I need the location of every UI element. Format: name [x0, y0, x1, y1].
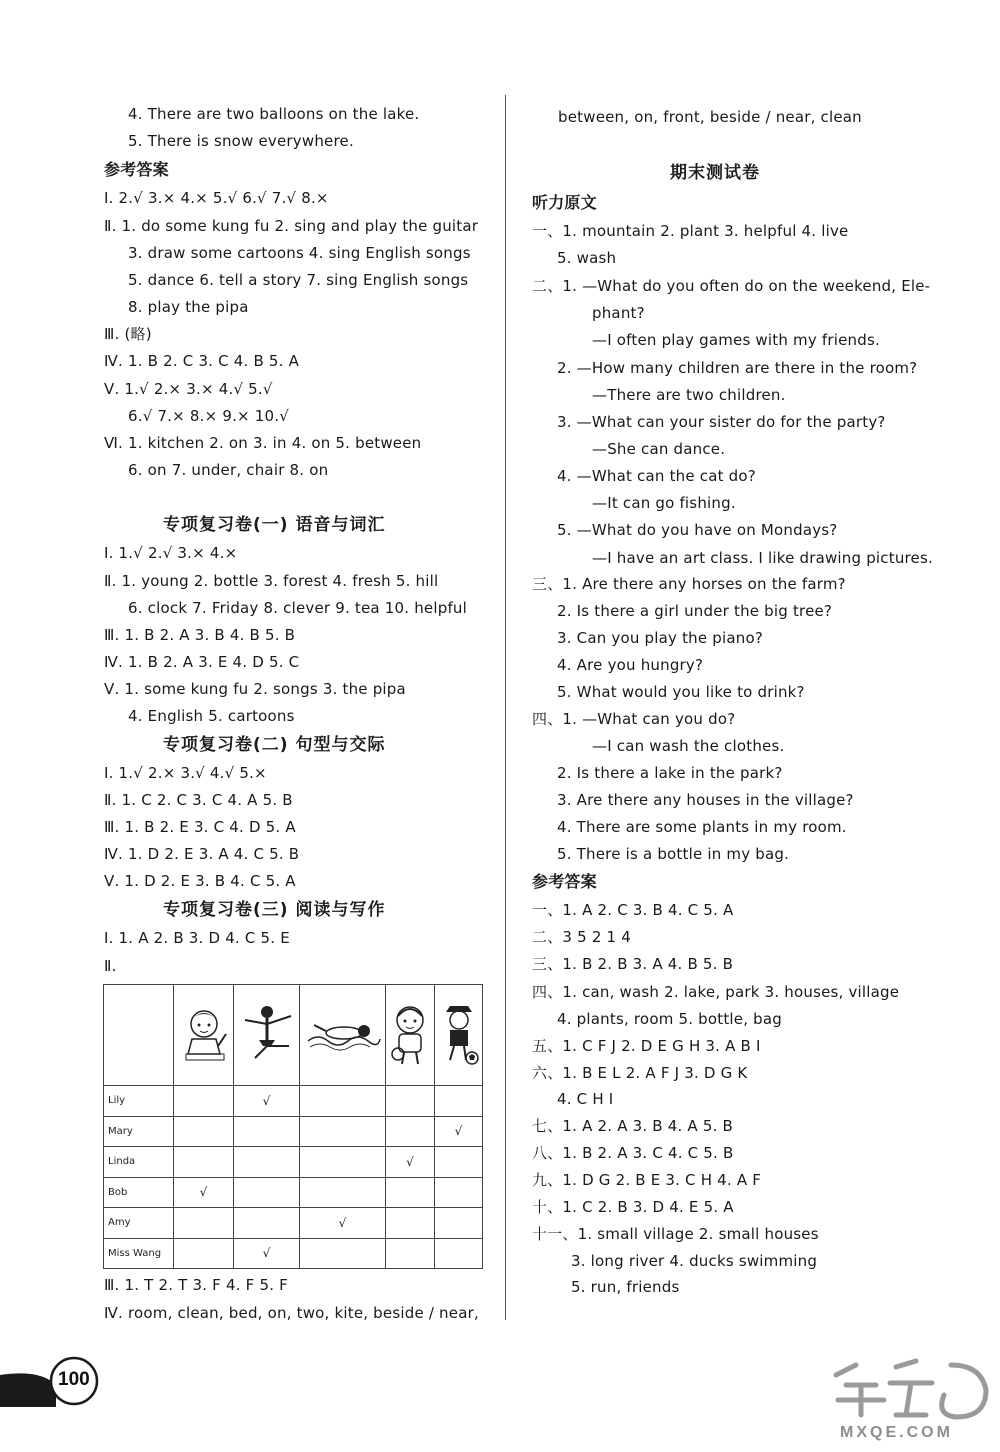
girl-dancing-icon — [234, 985, 300, 1086]
answer-line: Ⅴ. 1. some kung fu 2. songs 3. the pipa — [104, 680, 406, 698]
check-cell — [300, 1238, 386, 1269]
check-cell — [435, 1238, 483, 1269]
answers-heading: 参考答案 — [104, 160, 169, 179]
answer-line: Ⅰ. 2.√ 3.× 4.× 5.√ 6.√ 7.√ 8.× — [104, 189, 329, 207]
answer-line: 6. on 7. under, chair 8. on — [128, 461, 329, 479]
answer-line: 6.√ 7.× 8.× 9.× 10.√ — [128, 407, 289, 425]
transcript-line: 5. wash — [557, 249, 617, 267]
answer-line: 一、1. A 2. C 3. B 4. C 5. A — [532, 901, 734, 919]
boy-ball-icon — [386, 985, 435, 1086]
check-cell — [300, 1116, 386, 1147]
answer-line: 8. play the pipa — [128, 298, 249, 316]
transcript-line: —I have an art class. I like drawing pictures. — [592, 549, 933, 567]
name-cell: Linda — [104, 1147, 174, 1178]
answer-line: Ⅲ. 1. T 2. T 3. F 4. F 5. F — [104, 1276, 288, 1294]
page-number: 100 — [58, 1369, 90, 1390]
answer-line: 五、1. C F J 2. D E G H 3. A B I — [532, 1037, 761, 1055]
transcript-line: 2. —How many children are there in the room? — [557, 359, 918, 377]
name-cell: Bob — [104, 1177, 174, 1208]
swimming-icon — [300, 985, 386, 1086]
table-row — [104, 1147, 483, 1178]
transcript-line: 5. —What do you have on Mondays? — [557, 521, 838, 539]
page-number-badge — [0, 1355, 110, 1407]
name-cell: Miss Wang — [104, 1238, 174, 1269]
section-title: 专项复习卷(三) 阅读与写作 — [163, 900, 386, 920]
answer-line: 5. run, friends — [571, 1278, 680, 1296]
check-cell — [386, 1238, 435, 1269]
check-cell: √ — [174, 1177, 234, 1208]
check-cell — [435, 1208, 483, 1239]
check-cell — [386, 1208, 435, 1239]
check-cell: √ — [386, 1147, 435, 1178]
answer-line: Ⅱ. 1. C 2. C 3. C 4. A 5. B — [104, 791, 293, 809]
boy-soccer-icon — [435, 985, 483, 1086]
check-cell — [174, 1208, 234, 1239]
text-line: 5. There is snow everywhere. — [128, 132, 354, 150]
transcript-line: 4. Are you hungry? — [557, 656, 704, 674]
check-cell — [435, 1147, 483, 1178]
answer-line: Ⅴ. 1.√ 2.× 3.× 4.√ 5.√ — [104, 380, 273, 398]
transcript-line: —It can go fishing. — [592, 494, 736, 512]
table-row — [104, 1208, 483, 1239]
answer-line: 4. C H I — [557, 1090, 614, 1108]
table-row — [104, 1238, 483, 1269]
check-cell: √ — [234, 1086, 300, 1117]
answer-line: 5. dance 6. tell a story 7. sing English songs — [128, 271, 469, 289]
check-cell — [300, 1177, 386, 1208]
column-divider — [505, 95, 506, 1320]
answer-line: 四、1. can, wash 2. lake, park 3. houses, village — [532, 983, 900, 1001]
transcript-line: 5. What would you like to drink? — [557, 683, 805, 701]
section-title: 专项复习卷(一) 语音与词汇 — [163, 515, 386, 535]
answer-line: Ⅱ. — [104, 957, 117, 975]
answer-line: 二、3 5 2 1 4 — [532, 928, 631, 946]
transcript-line: 2. Is there a lake in the park? — [557, 764, 783, 782]
transcript-line: —There are two children. — [592, 386, 786, 404]
answer-line: 九、1. D G 2. B E 3. C H 4. A F — [532, 1171, 762, 1189]
check-cell — [300, 1147, 386, 1178]
answer-line: 4. plants, room 5. bottle, bag — [557, 1010, 782, 1028]
name-cell: Lily — [104, 1086, 174, 1117]
check-cell — [234, 1177, 300, 1208]
answer-line: 4. English 5. cartoons — [128, 707, 295, 725]
answer-line: Ⅰ. 1.√ 2.× 3.√ 4.√ 5.× — [104, 764, 267, 782]
transcript-line: —She can dance. — [592, 440, 726, 458]
transcript-line: 一、1. mountain 2. plant 3. helpful 4. live — [532, 222, 849, 240]
answer-line: between, on, front, beside / near, clean — [558, 108, 862, 126]
answer-line: Ⅳ. 1. D 2. E 3. A 4. C 5. B — [104, 845, 300, 863]
answer-line: Ⅳ. 1. B 2. C 3. C 4. B 5. A — [104, 352, 300, 370]
transcript-line: 三、1. Are there any horses on the farm? — [532, 575, 846, 593]
check-cell: √ — [234, 1238, 300, 1269]
answer-line: 十、1. C 2. B 3. D 4. E 5. A — [532, 1198, 734, 1216]
answer-line: Ⅰ. 1.√ 2.√ 3.× 4.× — [104, 544, 238, 562]
answer-line: Ⅴ. 1. D 2. E 3. B 4. C 5. A — [104, 872, 296, 890]
check-cell — [234, 1208, 300, 1239]
table-row — [104, 1086, 483, 1117]
answer-line: 十一、1. small village 2. small houses — [532, 1225, 819, 1243]
transcript-line: —I often play games with my friends. — [592, 331, 880, 349]
answer-line: Ⅲ. (略) — [104, 325, 152, 343]
blank-cell — [104, 985, 174, 1086]
check-cell — [234, 1147, 300, 1178]
check-cell — [300, 1086, 386, 1117]
name-cell: Amy — [104, 1208, 174, 1239]
check-cell — [386, 1177, 435, 1208]
transcript-line: phant? — [592, 304, 645, 322]
answer-line: Ⅲ. 1. B 2. E 3. C 4. D 5. A — [104, 818, 296, 836]
section-title: 专项复习卷(二) 句型与交际 — [163, 735, 386, 755]
check-cell — [174, 1147, 234, 1178]
transcript-line: 3. —What can your sister do for the party? — [557, 413, 886, 431]
transcript-line: 四、1. —What can you do? — [532, 710, 736, 728]
table-row — [104, 1116, 483, 1147]
picture-row — [104, 985, 483, 1086]
answer-line: 3. draw some cartoons 4. sing English songs — [128, 244, 471, 262]
check-cell: √ — [300, 1208, 386, 1239]
answer-table — [103, 984, 483, 1269]
answer-line: Ⅱ. 1. young 2. bottle 3. forest 4. fresh 5. hill — [104, 572, 439, 590]
answer-line: Ⅳ. 1. B 2. A 3. E 4. D 5. C — [104, 653, 300, 671]
answer-line: 八、1. B 2. A 3. C 4. C 5. B — [532, 1144, 734, 1162]
answer-line: 三、1. B 2. B 3. A 4. B 5. B — [532, 955, 734, 973]
answer-line: 七、1. A 2. A 3. B 4. A 5. B — [532, 1117, 734, 1135]
transcript-line: 3. Are there any houses in the village? — [557, 791, 854, 809]
transcript-line: 2. Is there a girl under the big tree? — [557, 602, 833, 620]
transcript-line: 4. There are some plants in my room. — [557, 818, 847, 836]
transcript-heading: 听力原文 — [532, 193, 597, 212]
girl-drawing-icon — [174, 985, 234, 1086]
answer-line: Ⅰ. 1. A 2. B 3. D 4. C 5. E — [104, 929, 290, 947]
watermark-text: MXQE.COM — [840, 1424, 953, 1441]
transcript-line: 4. —What can the cat do? — [557, 467, 756, 485]
answer-line: Ⅲ. 1. B 2. A 3. B 4. B 5. B — [104, 626, 296, 644]
answer-line: 6. clock 7. Friday 8. clever 9. tea 10. helpful — [128, 599, 467, 617]
answer-line: Ⅵ. 1. kitchen 2. on 3. in 4. on 5. between — [104, 434, 422, 452]
check-cell — [174, 1086, 234, 1117]
answer-line: Ⅳ. room, clean, bed, on, two, kite, beside / near, — [104, 1304, 479, 1322]
check-cell — [234, 1116, 300, 1147]
check-cell: √ — [435, 1116, 483, 1147]
name-cell: Mary — [104, 1116, 174, 1147]
check-cell — [174, 1116, 234, 1147]
check-cell — [435, 1086, 483, 1117]
transcript-line: —I can wash the clothes. — [592, 737, 785, 755]
check-cell — [174, 1238, 234, 1269]
answer-line: 3. long river 4. ducks swimming — [571, 1252, 818, 1270]
table-row — [104, 1177, 483, 1208]
answer-line: 六、1. B E L 2. A F J 3. D G K — [532, 1064, 748, 1082]
section-title: 期末测试卷 — [670, 163, 760, 183]
check-cell — [435, 1177, 483, 1208]
transcript-line: 二、1. —What do you often do on the weekend, Ele- — [532, 277, 931, 295]
transcript-line: 3. Can you play the piano? — [557, 629, 763, 647]
check-cell — [386, 1116, 435, 1147]
check-cell — [386, 1086, 435, 1117]
text-line: 4. There are two balloons on the lake. — [128, 105, 420, 123]
transcript-line: 5. There is a bottle in my bag. — [557, 845, 790, 863]
answers-heading: 参考答案 — [532, 872, 597, 891]
answer-line: Ⅱ. 1. do some kung fu 2. sing and play the guitar — [104, 217, 479, 235]
